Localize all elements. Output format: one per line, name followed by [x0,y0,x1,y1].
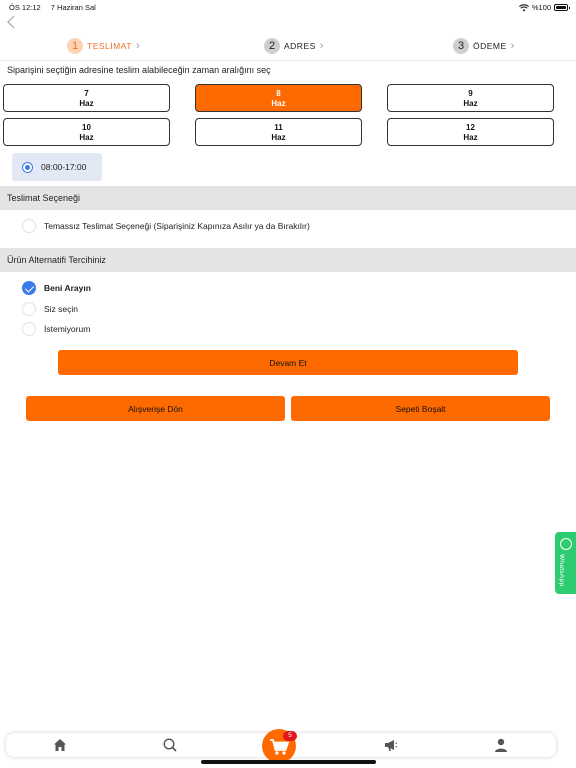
day-month: Haz [271,133,286,142]
search-icon[interactable] [162,737,178,753]
alternative-option-none[interactable] [22,322,90,336]
megaphone-icon[interactable] [383,737,399,753]
user-icon[interactable] [493,737,509,753]
day-number: 12 [466,123,475,132]
checkout-steps [0,36,576,56]
whatsapp-label: WhatsApp [558,554,565,587]
day-button[interactable] [3,84,170,112]
day-month: Haz [79,99,94,108]
step-number: 1 [67,38,83,54]
status-bar [0,0,576,14]
day-button[interactable] [195,118,362,146]
status-right [519,3,568,12]
checkmark-icon [22,281,36,295]
chevron-left-icon [6,14,16,30]
time-slot-option[interactable] [12,153,102,181]
day-number: 8 [276,89,281,98]
chevron-right-icon: › [510,40,515,52]
checkbox-icon [22,322,36,336]
whatsapp-icon [560,538,572,550]
cart-count-badge: 5 [283,731,297,741]
option-label: İstemiyorum [44,324,91,334]
continue-button[interactable]: Devam Et [58,350,518,375]
contactless-option[interactable] [22,219,310,233]
chevron-right-icon: › [135,40,140,52]
whatsapp-button[interactable] [555,532,576,594]
step-label: TESLİMAT [87,41,132,51]
day-number: 7 [84,89,89,98]
day-button[interactable] [387,84,554,112]
empty-cart-button[interactable]: Sepeti Boşalt [291,396,550,421]
battery-icon [554,4,568,11]
day-month: Haz [271,99,286,108]
day-month: Haz [463,133,478,142]
checkbox-icon [22,302,36,316]
day-button-selected[interactable] [195,84,362,112]
option-label: Beni Arayın [44,283,91,293]
chevron-right-icon: › [319,40,324,52]
step-number: 2 [264,38,280,54]
day-month: Haz [463,99,478,108]
alternative-option-call-me[interactable] [22,281,91,295]
step-label: ÖDEME [473,41,507,51]
status-time: ÖS 12:12 [9,3,41,12]
option-label: Siz seçin [44,304,79,314]
day-month: Haz [79,133,94,142]
status-left [9,3,96,12]
day-button[interactable] [387,118,554,146]
divider [0,60,576,61]
day-number: 9 [468,89,473,98]
contactless-label: Temassız Teslimat Seçeneği (Siparişiniz Kapınıza Asılır ya da Bırakılır) [44,221,310,231]
day-number: 11 [274,123,283,132]
delivery-hint: Siparişini seçtiğin adresine teslim alabileceğin zaman aralığını seç [7,65,271,75]
alternative-option-you-choose[interactable] [22,302,78,316]
step-delivery[interactable] [67,36,140,56]
day-button[interactable] [3,118,170,146]
wifi-icon [519,4,529,12]
step-payment[interactable] [453,36,514,56]
home-icon[interactable] [52,737,68,753]
home-indicator [201,760,376,764]
step-label: ADRES [284,41,316,51]
radio-selected-icon [22,162,33,173]
step-number: 3 [453,38,469,54]
day-number: 10 [82,123,91,132]
section-header-delivery-option: Teslimat Seçeneği [0,186,576,210]
section-header-alternatives: Ürün Alternatifi Tercihiniz [0,248,576,272]
back-to-shopping-button[interactable]: Alışverişe Dön [26,396,285,421]
battery-percent: %100 [531,3,551,12]
back-button[interactable] [6,14,20,32]
time-slot-label: 08:00-17:00 [41,162,87,172]
checkbox-icon [22,219,36,233]
step-address[interactable] [264,36,323,56]
status-date: 7 Haziran Sal [50,3,96,12]
